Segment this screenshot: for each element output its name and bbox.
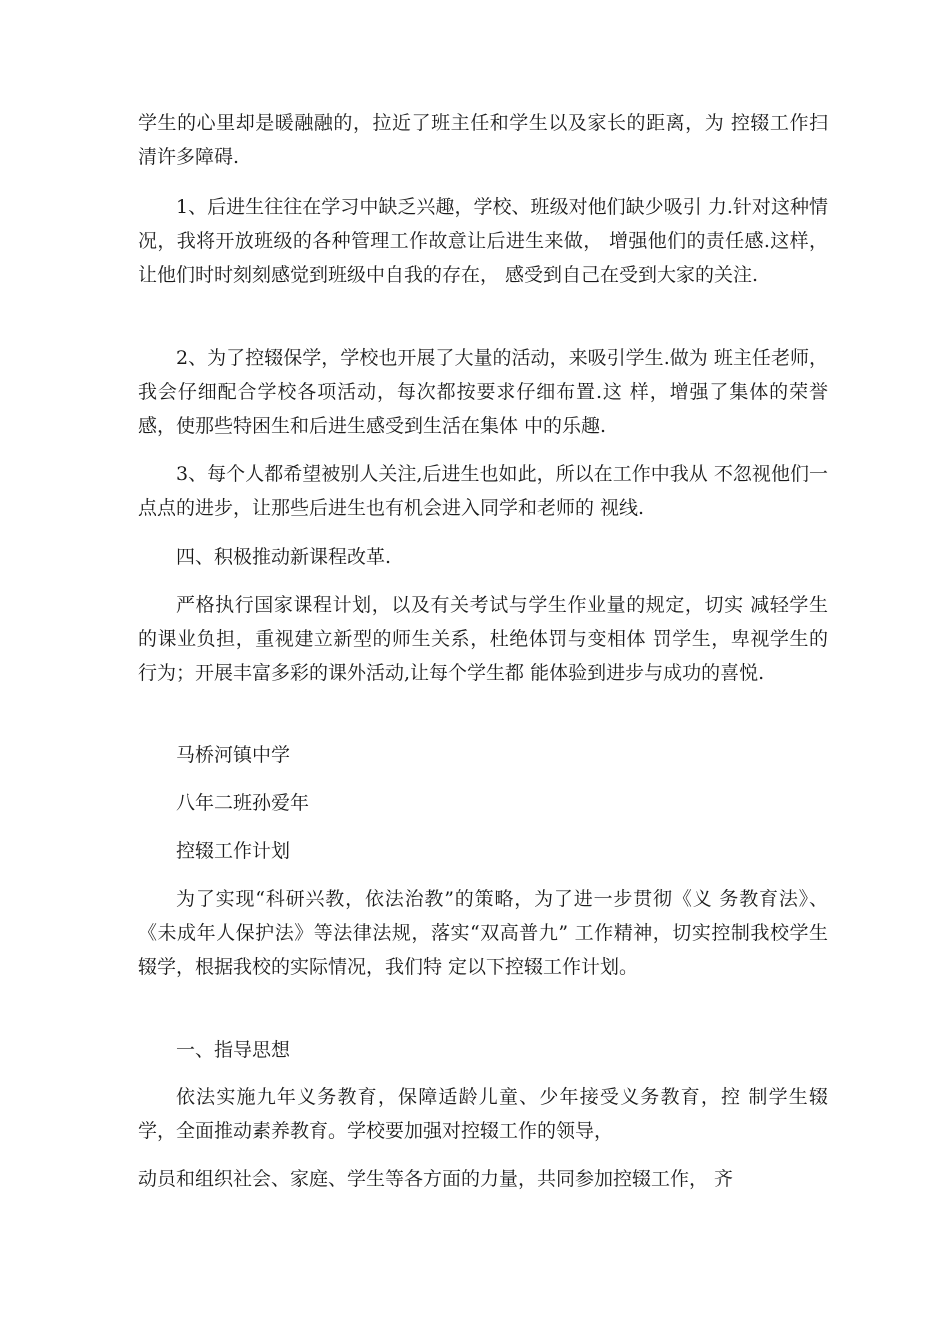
paragraph-point-2: 2、为了控辍保学，学校也开展了大量的活动，来吸引学生.做为 班主任老师，我会仔细配合学校各项活动，每次都按要求仔细布置.这 样，增强了集体的荣誉感，使那些特困生和后进生感受到生活在集体 中的乐趣. (138, 347, 828, 437)
paragraph-point-1: 1、后进生往往在学习中缺乏兴趣，学校、班级对他们缺少吸引 力.针对这种情况，我将开放班级的各种管理工作故意让后进生来做， 增强他们的责任感.这样，让他们时时刻刻感觉到班级中自我的存在， 感受到自己在受到大家的关注. (138, 196, 828, 286)
document-title: 控辍工作计划 (176, 840, 291, 862)
paragraph-mobilize: 动员和组织社会、家庭、学生等各方面的力量，共同参加控辍工作， 齐 (138, 1168, 734, 1190)
author-name: 八年二班孙爱年 (176, 792, 310, 814)
paragraph-guiding-thought: 依法实施九年义务教育，保障适龄儿童、少年接受义务教育，控 制学生辍学，全面推动素养教育。学校要加强对控辍工作的领导， (138, 1086, 828, 1142)
section-heading-curriculum-reform: 四、积极推动新课程改革. (176, 546, 392, 568)
paragraph-continuation: 学生的心里却是暖融融的，拉近了班主任和学生以及家长的距离，为 控辍工作扫清许多障碍. (138, 112, 828, 168)
paragraph-intro: 为了实现“科研兴教，依法治教”的策略，为了进一步贯彻《义 务教育法》、《未成年人保护法》等法律法规，落实“双高普九” 工作精神，切实控制我校学生辍学，根据我校的实际情况，我们特 定以下控辍工作计划。 (138, 888, 828, 978)
paragraph-point-3: 3、每个人都希望被别人关注,后进生也如此，所以在工作中我从 不忽视他们一点点的进步，让那些后进生也有机会进入同学和老师的 视线. (138, 463, 828, 519)
school-name: 马桥河镇中学 (176, 744, 291, 766)
section-heading-guiding-thought: 一、指导思想 (176, 1039, 291, 1061)
paragraph-curriculum: 严格执行国家课程计划，以及有关考试与学生作业量的规定，切实 减轻学生的课业负担，重视建立新型的师生关系，杜绝体罚与变相体 罚学生，卑视学生的行为；开展丰富多彩的课外活动,让每个学生都 能体验到进步与成功的喜悦. (138, 594, 828, 684)
